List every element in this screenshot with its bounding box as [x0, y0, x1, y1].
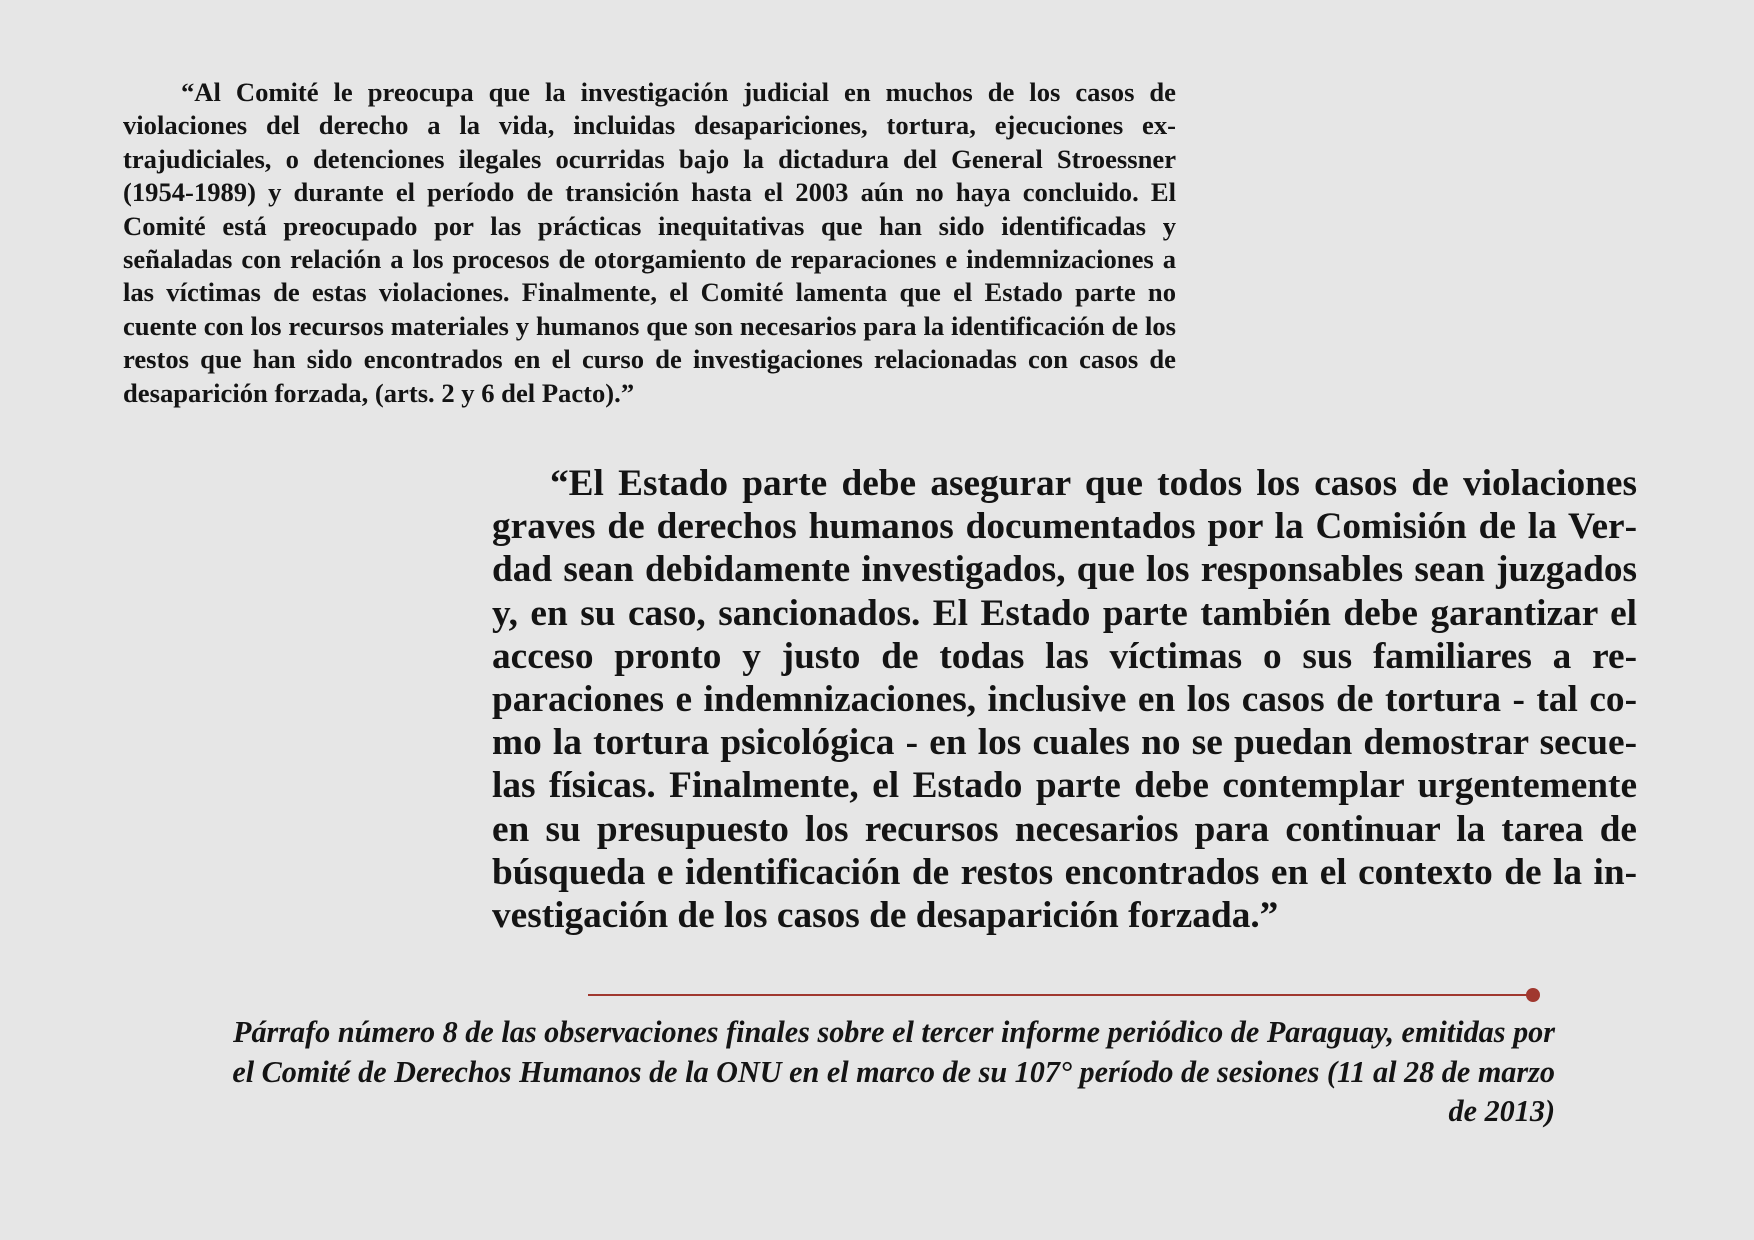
source-citation: Párrafo número 8 de las observaciones finales sobre el tercer informe periódico de Paraguay, emitidas por el Comité de Derechos Humanos de la ONU en el marco de su 107° período de sesiones (11 al 28 de marzo de 2013): [232, 1015, 1555, 1128]
divider-dot: [1526, 988, 1540, 1002]
state-obligation-quote: “El Estado parte debe asegurar que todos los casos de violaciones graves de derechos humanos documentados por la Comisión de la Verdad sean debidamente investigados, que los responsables sean juzgados y, en su caso, sancionados. El Estado parte también debe garantizar el acceso pronto y justo de todas las víctimas o sus familiares a reparaciones e indemnizaciones, inclusive en los casos de tortura - tal como la tortura psicológica - en los cuales no se puedan demostrar secuelas físicas. Finalmente, el Estado parte debe contemplar urgentemente en su presupuesto los recursos necesarios para continuar la tarea de búsqueda e identificación de restos encontrados en el contexto de la investigación de los casos de desaparición forzada.”: [492, 463, 1637, 937]
divider-line: [588, 994, 1532, 996]
committee-concern-quote: “Al Comité le preocupa que la investigación judicial en muchos de los casos de violaciones del derecho a la vida, incluidas desapariciones, tortura, ejecuciones extrajudiciales, o detenciones ilegales ocurridas bajo la dictadura del General Stroessner (1954-1989) y durante el período de transición hasta el 2003 aún no haya concluido. El Comité está preocupado por las prácticas inequitativas que han sido identificadas y señaladas con relación a los procesos de otorgamiento de reparaciones e indemnizaciones a las víctimas de estas violaciones. Finalmente, el Comité lamenta que el Estado parte no cuente con los recursos materiales y humanos que son necesarios para la identificación de los restos que han sido encontrados en el curso de investigaciones relacionadas con casos de desaparición forzada, (arts. 2 y 6 del Pacto).”: [123, 77, 1176, 408]
